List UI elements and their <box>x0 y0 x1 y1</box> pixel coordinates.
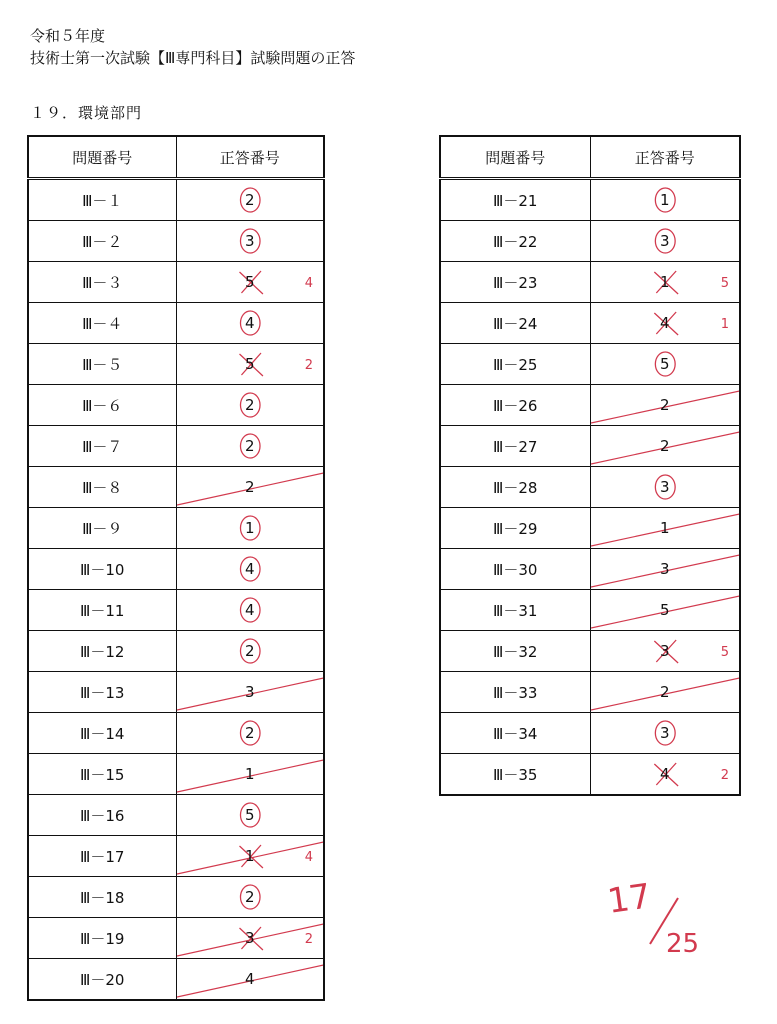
table-row <box>28 836 324 877</box>
table-row <box>440 754 740 796</box>
table-row <box>28 426 324 467</box>
answer-number-cell <box>176 303 324 344</box>
question-number-cell: Ⅲ－34 <box>440 713 590 754</box>
table-row <box>28 549 324 590</box>
question-number-cell: Ⅲ－18 <box>28 877 176 918</box>
answer-value: 2 <box>659 683 670 701</box>
table-row <box>440 713 740 754</box>
table-header-row <box>28 136 324 179</box>
question-number-cell: Ⅲ－５ <box>28 344 176 385</box>
answer-number-cell <box>590 672 740 713</box>
handwritten-correction: 2 <box>304 358 313 373</box>
answer-value: 1 <box>244 519 255 537</box>
answer-number-cell <box>176 590 324 631</box>
question-number-cell: Ⅲ－19 <box>28 918 176 959</box>
answer-value: 3 <box>244 683 255 701</box>
table-row <box>28 590 324 631</box>
answer-value: 2 <box>244 478 255 496</box>
question-number-cell: Ⅲ－25 <box>440 344 590 385</box>
question-number-cell: Ⅲ－13 <box>28 672 176 713</box>
question-number-cell: Ⅲ－31 <box>440 590 590 631</box>
header-year: 令和５年度 <box>30 27 106 45</box>
answer-number-cell <box>176 344 324 385</box>
answer-number-cell <box>176 877 324 918</box>
table-row <box>28 303 324 344</box>
question-number-cell: Ⅲ－20 <box>28 959 176 1001</box>
question-number-cell: Ⅲ－26 <box>440 385 590 426</box>
question-number-cell: Ⅲ－10 <box>28 549 176 590</box>
answer-value: 4 <box>244 560 255 578</box>
answer-number-cell <box>590 631 740 672</box>
answer-number-cell <box>176 795 324 836</box>
table-row <box>28 918 324 959</box>
question-number-cell: Ⅲ－11 <box>28 590 176 631</box>
table-row <box>440 508 740 549</box>
handwritten-correction: 2 <box>720 768 729 783</box>
table-row <box>440 549 740 590</box>
answer-number-cell <box>590 426 740 467</box>
answer-number-cell <box>590 508 740 549</box>
question-number-cell: Ⅲ－24 <box>440 303 590 344</box>
answer-value: 3 <box>244 929 255 947</box>
table-row <box>440 590 740 631</box>
question-number-cell: Ⅲ－14 <box>28 713 176 754</box>
answer-value: 5 <box>244 273 255 291</box>
answer-value: 2 <box>244 888 255 906</box>
question-number-cell: Ⅲ－17 <box>28 836 176 877</box>
answer-number-cell <box>590 713 740 754</box>
answer-number-cell <box>590 262 740 303</box>
answer-number-cell <box>176 631 324 672</box>
answer-value: 2 <box>659 396 670 414</box>
answer-number-cell <box>176 262 324 303</box>
handwritten-correction: 4 <box>304 850 313 865</box>
answer-number-cell <box>176 918 324 959</box>
answer-number-cell <box>590 754 740 796</box>
answer-table-right <box>439 135 741 796</box>
answer-value: 5 <box>659 355 670 373</box>
answer-value: 3 <box>244 232 255 250</box>
answer-value: 3 <box>659 724 670 742</box>
answer-number-cell <box>590 303 740 344</box>
answer-value: 2 <box>244 724 255 742</box>
answer-value: 2 <box>244 396 255 414</box>
answer-number-cell <box>176 754 324 795</box>
question-number-cell: Ⅲ－29 <box>440 508 590 549</box>
table-row <box>440 672 740 713</box>
table-row <box>28 508 324 549</box>
question-number-cell: Ⅲ－30 <box>440 549 590 590</box>
answer-value: 3 <box>659 478 670 496</box>
answer-number-cell <box>590 467 740 508</box>
table-row <box>440 303 740 344</box>
answer-number-cell <box>176 385 324 426</box>
answer-value: 3 <box>659 232 670 250</box>
table-row <box>28 631 324 672</box>
answer-number-cell <box>176 836 324 877</box>
answer-value: 4 <box>659 314 670 332</box>
question-number-cell: Ⅲ－３ <box>28 262 176 303</box>
answer-number-cell <box>590 549 740 590</box>
answer-value: 1 <box>659 519 670 537</box>
table-row <box>28 713 324 754</box>
question-number-cell: Ⅲ－４ <box>28 303 176 344</box>
question-number-cell: Ⅲ－12 <box>28 631 176 672</box>
answer-number-cell <box>176 179 324 221</box>
table-row <box>28 179 324 221</box>
question-number-header: 問題番号 <box>440 136 590 179</box>
table-row <box>440 221 740 262</box>
table-row <box>28 467 324 508</box>
question-number-header: 問題番号 <box>28 136 176 179</box>
question-number-cell: Ⅲ－15 <box>28 754 176 795</box>
question-number-cell: Ⅲ－28 <box>440 467 590 508</box>
answer-number-cell <box>590 344 740 385</box>
handwritten-score <box>600 862 730 972</box>
table-row <box>440 631 740 672</box>
table-row <box>440 344 740 385</box>
answer-number-header: 正答番号 <box>590 136 740 179</box>
answer-number-cell <box>176 426 324 467</box>
answer-number-cell <box>176 672 324 713</box>
answer-value: 1 <box>659 191 670 209</box>
answer-number-cell <box>176 221 324 262</box>
table-row <box>28 877 324 918</box>
table-row <box>440 426 740 467</box>
answer-number-cell <box>176 467 324 508</box>
answer-number-cell <box>176 959 324 1001</box>
answer-value: 2 <box>244 191 255 209</box>
answer-number-cell <box>176 508 324 549</box>
table-row <box>28 221 324 262</box>
question-number-cell: Ⅲ－６ <box>28 385 176 426</box>
answer-number-cell <box>590 179 740 221</box>
answer-number-cell <box>590 590 740 631</box>
question-number-cell: Ⅲ－27 <box>440 426 590 467</box>
table-row <box>28 672 324 713</box>
question-number-cell: Ⅲ－32 <box>440 631 590 672</box>
question-number-cell: Ⅲ－35 <box>440 754 590 796</box>
table-row <box>440 467 740 508</box>
table-header-row <box>440 136 740 179</box>
answer-value: 3 <box>659 560 670 578</box>
table-row <box>28 959 324 1001</box>
answer-value: 1 <box>659 273 670 291</box>
score-denominator: 25 <box>666 929 700 959</box>
handwritten-correction: 4 <box>304 276 313 291</box>
answer-value: 2 <box>244 642 255 660</box>
answer-number-cell <box>590 385 740 426</box>
answer-value: 5 <box>659 601 670 619</box>
section-title: １９．環境部門 <box>30 104 143 122</box>
answer-number-cell <box>590 221 740 262</box>
question-number-cell: Ⅲ－２ <box>28 221 176 262</box>
question-number-cell: Ⅲ－21 <box>440 179 590 221</box>
answer-number-cell <box>176 713 324 754</box>
score-numerator: 17 <box>605 876 654 922</box>
question-number-cell: Ⅲ－16 <box>28 795 176 836</box>
handwritten-correction: 2 <box>304 932 313 947</box>
answer-value: 4 <box>659 765 670 783</box>
question-number-cell: Ⅲ－１ <box>28 179 176 221</box>
handwritten-correction: 1 <box>720 317 729 332</box>
answer-value: 4 <box>244 601 255 619</box>
table-row <box>440 262 740 303</box>
handwritten-correction: 5 <box>720 645 729 660</box>
answer-value: 3 <box>659 642 670 660</box>
document-title: 技術士第一次試験【Ⅲ専門科目】試験問題の正答 <box>30 49 356 67</box>
table-row <box>440 179 740 221</box>
answer-value: 1 <box>244 847 255 865</box>
answer-value: 5 <box>244 355 255 373</box>
table-row <box>440 385 740 426</box>
answer-value: 5 <box>244 806 255 824</box>
table-row <box>28 344 324 385</box>
table-row <box>28 795 324 836</box>
question-number-cell: Ⅲ－８ <box>28 467 176 508</box>
table-row <box>28 262 324 303</box>
answer-value: 2 <box>244 437 255 455</box>
question-number-cell: Ⅲ－９ <box>28 508 176 549</box>
answer-value: 4 <box>244 314 255 332</box>
answer-value: 2 <box>659 437 670 455</box>
question-number-cell: Ⅲ－23 <box>440 262 590 303</box>
answer-number-cell <box>176 549 324 590</box>
handwritten-correction: 5 <box>720 276 729 291</box>
answer-table-left <box>27 135 325 1001</box>
table-row <box>28 754 324 795</box>
score-mark <box>600 862 730 972</box>
answer-value: 1 <box>244 765 255 783</box>
question-number-cell: Ⅲ－33 <box>440 672 590 713</box>
answer-value: 4 <box>244 970 255 988</box>
table-row <box>28 385 324 426</box>
answer-number-header: 正答番号 <box>176 136 324 179</box>
question-number-cell: Ⅲ－22 <box>440 221 590 262</box>
question-number-cell: Ⅲ－７ <box>28 426 176 467</box>
